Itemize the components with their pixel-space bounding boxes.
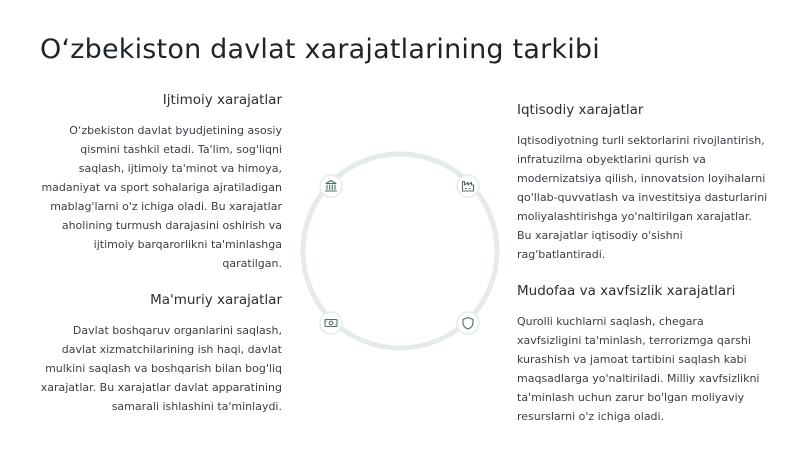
section-heading: Ma'muriy xarajatlar: [150, 292, 282, 308]
section-social-spending: [40, 92, 282, 273]
section-body: Iqtisodiyotning turli sektorlarini rivojlantirish, infratuzilma obyektlarini qurish va modernizatsiya qilish, innovatsion loyihalarni qo'llab-quvvatlash va investitsiya dasturlarini moliyalashtirishga yo'naltirilgan xarajatlar. Bu xarajatlar iqtisodiy o'sishni rag'batlantiradi.: [517, 134, 768, 261]
section-heading: Iqtisodiy xarajatlar: [517, 102, 644, 118]
section-body: Davlat boshqaruv organlarini saqlash, davlat xizmatchilarining ish haqi, davlat mulkini saqlash va boshqarish bilan bog'liq xarajatlar. Bu xarajatlar davlat apparatining samarali ishlashini ta'minlaydi.: [40, 324, 282, 413]
section-body: Qurolli kuchlarni saqlash, chegara xavfsizligini ta'minlash, terrorizmga qarshi kurashish va jamoat tartibini saqlash kabi maqsadlarga yo'naltiriladi. Milliy xavfsizlikni ta'minlash uchun zarur bo'lgan moliyaviy resurslarni o'z ichiga oladi.: [517, 315, 760, 423]
section-body: O‘zbekiston davlat byudjetining asosiy qismini tashkil etadi. Ta'lim, sog'liqni saqlash, ijtimoiy ta'minot va himoya, madaniyat va sport sohalariga ajratiladigan mablag'larni o'z ichiga oladi. Bu xarajatlar aholining turmush darajasini oshirish va ijtimoiy barqarorlikni ta'minlashga qaratilgan.: [41, 124, 282, 270]
section-heading: Ijtimoiy xarajatlar: [162, 92, 282, 108]
bank-icon: [320, 175, 342, 197]
section-heading: Mudofaa va xavfsizlik xarajatlari: [517, 283, 736, 299]
cycle-diagram: [296, 146, 504, 356]
shield-icon: [457, 312, 479, 334]
factory-icon: [457, 175, 479, 197]
section-defense-spending: [517, 283, 769, 426]
section-administrative-spending: [40, 292, 282, 416]
money-icon: [320, 312, 342, 334]
page-title: O‘zbekiston davlat xarajatlarining tarkibi: [40, 34, 600, 65]
cycle-diagram-svg: [296, 146, 504, 356]
section-economic-spending: [517, 102, 769, 264]
